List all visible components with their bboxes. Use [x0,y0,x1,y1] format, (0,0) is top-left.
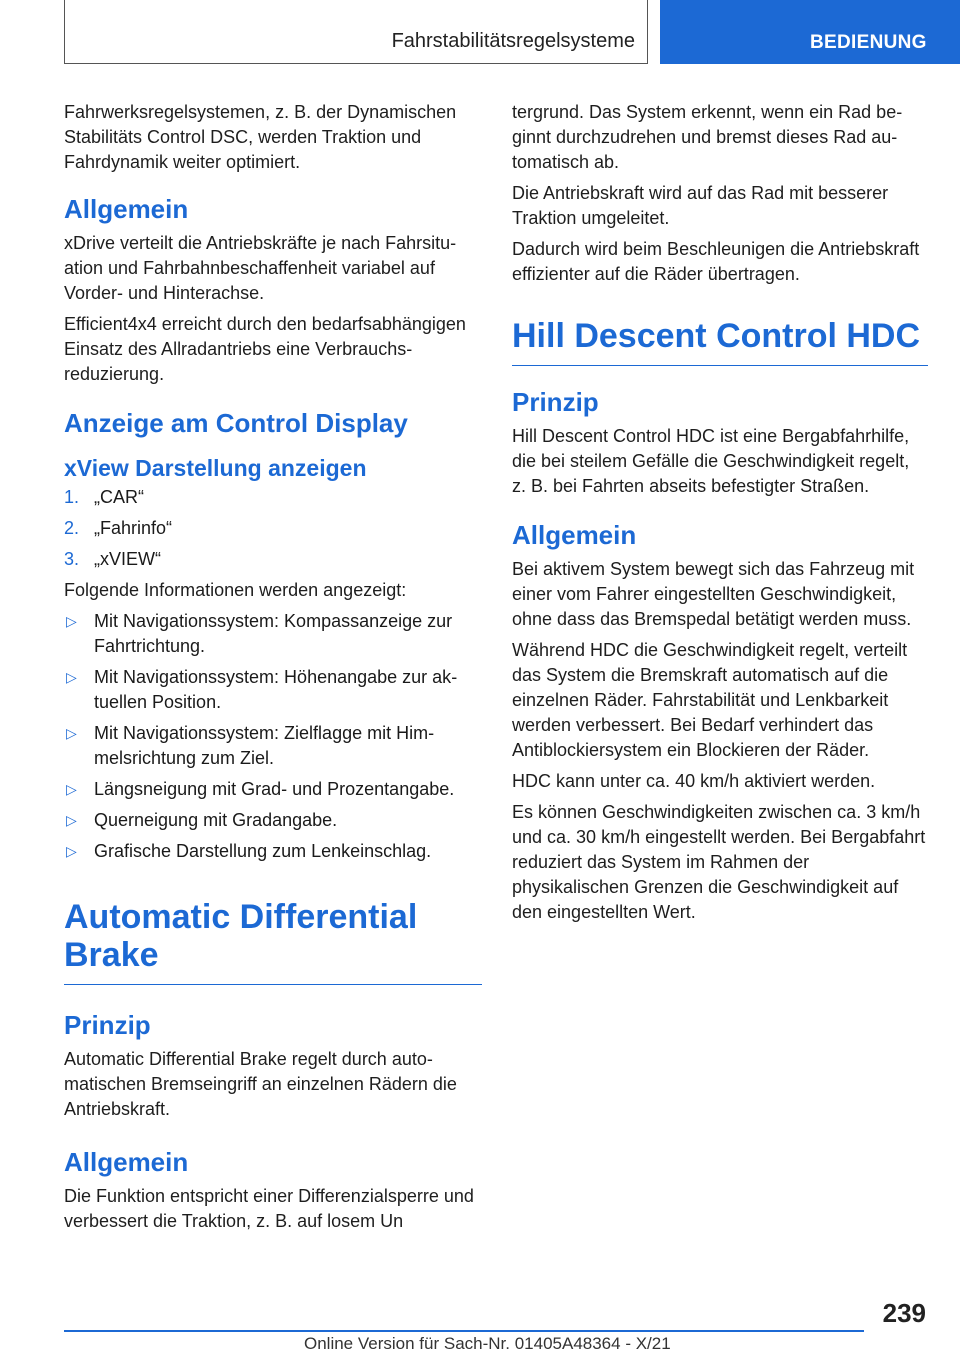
adb-prinzip-paragraph: Automatic Differential Brake regelt durch automatischen Bremseingriff an einzelnen Rädern die Antriebskraft. [64,1049,457,1119]
adb-allgemein-paragraph: Die Funktion entspricht einer Differenzialsperre und verbessert die Traktion, z. B. auf losem Un [64,1186,474,1231]
step-number: 1. [64,487,80,507]
list-item [64,609,482,659]
running-header [64,0,648,64]
running-header-title: Fahrstabilitätsregelsysteme [391,30,635,52]
right-column [512,100,928,931]
step-number: 3. [64,549,80,569]
bullet-text: Grafische Darstellung zum Lenkeinschlag. [94,841,432,861]
list-item [64,808,482,833]
continued-paragraph-3: Dadurch wird beim Beschleunigen die Antriebskraft effizienter auf die Räder übertragen. [512,239,920,284]
page-number: 239 [882,1298,926,1328]
triangle-bullet-icon: ▷ [66,613,77,629]
bullet-text: Mit Navigationssystem: Kompassanzeige zur Fahrtrichtung. [94,611,453,656]
continued-paragraph-1: tergrund. Das System erkennt, wenn ein Rad beginnt durchzudrehen und bremst dieses Rad automatisch ab. [512,102,903,172]
info-intro: Folgende Informationen werden angezeigt: [64,580,407,600]
list-item [64,547,482,572]
list-item [64,485,482,510]
info-bullet-list [64,609,482,864]
allgemein-paragraph-2: Efficient4x4 erreicht durch den bedarfsabhängigen Einsatz des Allradantriebs eine Verbrauchsreduzierung. [64,314,466,384]
triangle-bullet-icon: ▷ [66,812,77,828]
hdc-allgemein-heading: Allgemein [512,520,637,550]
section-tab [660,0,960,64]
list-item [64,777,482,802]
hdc-section-title: Hill Descent Control HDC [512,317,928,366]
adb-section-title: Automatic Differential Brake [64,898,482,985]
continued-paragraph-2: Die Antriebskraft wird auf das Rad mit besserer Traktion umgeleitet. [512,183,889,228]
intro-paragraph: Fahrwerksregelsystemen, z. B. der Dynamischen Stabilitäts Control DSC, werden Traktion und Fahrdynamik weiter optimiert. [64,102,457,172]
hdc-allgemein-paragraph-4: Es können Geschwindigkeiten zwischen ca. 3 km/h und ca. 30 km/h eingestellt werden. Bei Bergabfahrt reduziert das System im Rahmen der physikalischen Grenzen die Geschwindigkeit auf den eingestellten Wert. [512,802,926,922]
list-item [64,516,482,541]
steps-list [64,485,482,572]
bullet-text: Mit Navigationssystem: Zielflagge mit Himmelsrichtung zum Ziel. [94,723,435,768]
step-text: „Fahrinfo“ [94,518,173,538]
step-text: „CAR“ [94,487,144,507]
bullet-text: Querneigung mit Gradangabe. [94,810,338,830]
list-item [64,839,482,864]
adb-allgemein-heading: Allgemein [64,1147,189,1177]
left-column [64,100,482,1240]
xview-heading: xView Darstellung anzeigen [64,455,367,481]
triangle-bullet-icon: ▷ [66,725,77,741]
step-text: „xVIEW“ [94,549,161,569]
hdc-prinzip-heading: Prinzip [512,387,599,417]
triangle-bullet-icon: ▷ [66,843,77,859]
section-tab-label: BEDIENUNG [810,32,927,53]
triangle-bullet-icon: ▷ [66,781,77,797]
hdc-prinzip-paragraph: Hill Descent Control HDC ist eine Bergabfahrhilfe, die bei steilem Gefälle die Geschwindigkeit regelt, z. B. bei Fahrten abseits befestigter Straßen. [512,426,910,496]
allgemein-heading: Allgemein [64,194,189,224]
hdc-allgemein-paragraph-1: Bei aktivem System bewegt sich das Fahrzeug mit einer vom Fahrer eingestellten Geschwindigkeit, ohne dass das Bremspedal betätigt werden muss. [512,559,915,629]
online-version-footer: Online Version für Sach-Nr. 01405A48364 - X/21 [304,1334,671,1353]
bullet-text: Mit Navigationssystem: Höhenangabe zur aktuellen Position. [94,667,458,712]
hdc-allgemein-paragraph-2: Während HDC die Geschwindigkeit regelt, verteilt das System die Bremskraft automatisch auf die einzelnen Räder. Fahrstabilität und Lenkbarkeit werden verbessert. Bei Bedarf verhindert das Antiblockiersystem ein Blockieren der Räder. [512,640,908,760]
list-item [64,665,482,715]
allgemein-paragraph-1: xDrive verteilt die Antriebskräfte je nach Fahrsituation und Fahrbahnbeschaffenheit variabel auf Vorder- und Hinterachse. [64,233,457,303]
anzeige-heading: Anzeige am Control Display [64,408,408,438]
step-number: 2. [64,518,80,538]
triangle-bullet-icon: ▷ [66,669,77,685]
footer-divider [64,1330,864,1332]
bullet-text: Längsneigung mit Grad- und Prozentangabe. [94,779,455,799]
adb-prinzip-heading: Prinzip [64,1010,151,1040]
list-item [64,721,482,771]
hdc-allgemein-paragraph-3: HDC kann unter ca. 40 km/h aktiviert werden. [512,771,876,791]
